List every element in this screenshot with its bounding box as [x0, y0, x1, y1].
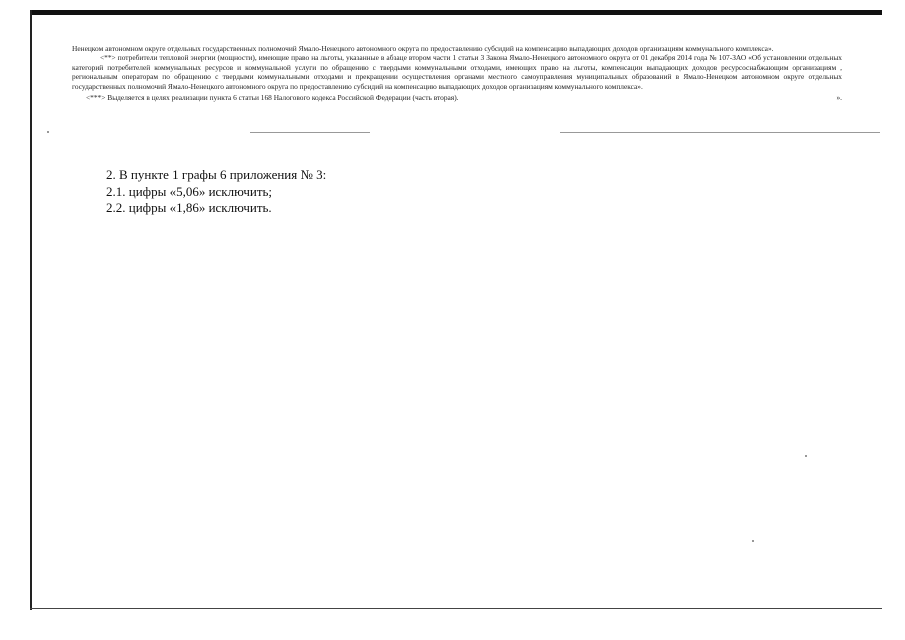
footnote-triple-star-row: [72, 93, 842, 102]
footnote-double-star: <**> потребители тепловой энергии (мощности), имеющие право на льготы, указанные в абзаце втором части 1 статьи 3 Закона Ямало-Ненецкого автономного округа от 01 декабря 2014 года № 107-ЗАО «Об установлении отдельных категорий потребителей коммунальных ресурсов и коммунальной услуги по обращению с твердыми коммунальными отходами, имеющих право на льготы, компенсации выпадающих доходов ресурсоснабжающим организациям , региональным операторам по обращению с твердыми коммунальными отходами и прекращении осуществления органами местного самоуправления муниципальных образований в Ямало-Ненецком автономном округе отдельных государственных полномочий Ямало-Ненецкого автономного округа по предоставлению субсидий на компенсацию выпадающих доходов организациям коммунального комплекса».: [72, 53, 842, 91]
scan-bottom-border: [30, 608, 882, 609]
amendment-item-2-2: 2.2. цифры «1,86» исключить.: [106, 200, 272, 215]
amendment-item-2-1: 2.1. цифры «5,06» исключить;: [106, 183, 273, 199]
footnotes-block: [72, 44, 842, 102]
scan-speck: [752, 540, 754, 542]
footnote-continuation: Ненецком автономном округе отдельных государственных полномочий Ямало-Ненецкого автономного округа по предоставлению субсидий на компенсацию выпадающих доходов организациям коммунального комплекса».: [72, 44, 774, 53]
scan-artifact-line: [560, 132, 880, 133]
scan-speck: [805, 455, 807, 457]
footnote-triple-star: <***> Выделяется в целях реализации пункта 6 статьи 168 Налогового кодекса Российской Федерации (часть вторая).: [86, 93, 459, 103]
scan-left-border: [30, 10, 32, 610]
amendment-items: [106, 167, 326, 217]
closing-quote-mark: ».: [836, 93, 842, 103]
amendment-item-2: 2. В пункте 1 графы 6 приложения № 3:: [106, 167, 327, 182]
scan-artifact-line: [250, 132, 370, 133]
scan-top-border: [30, 10, 882, 15]
scan-speck: [47, 131, 49, 133]
